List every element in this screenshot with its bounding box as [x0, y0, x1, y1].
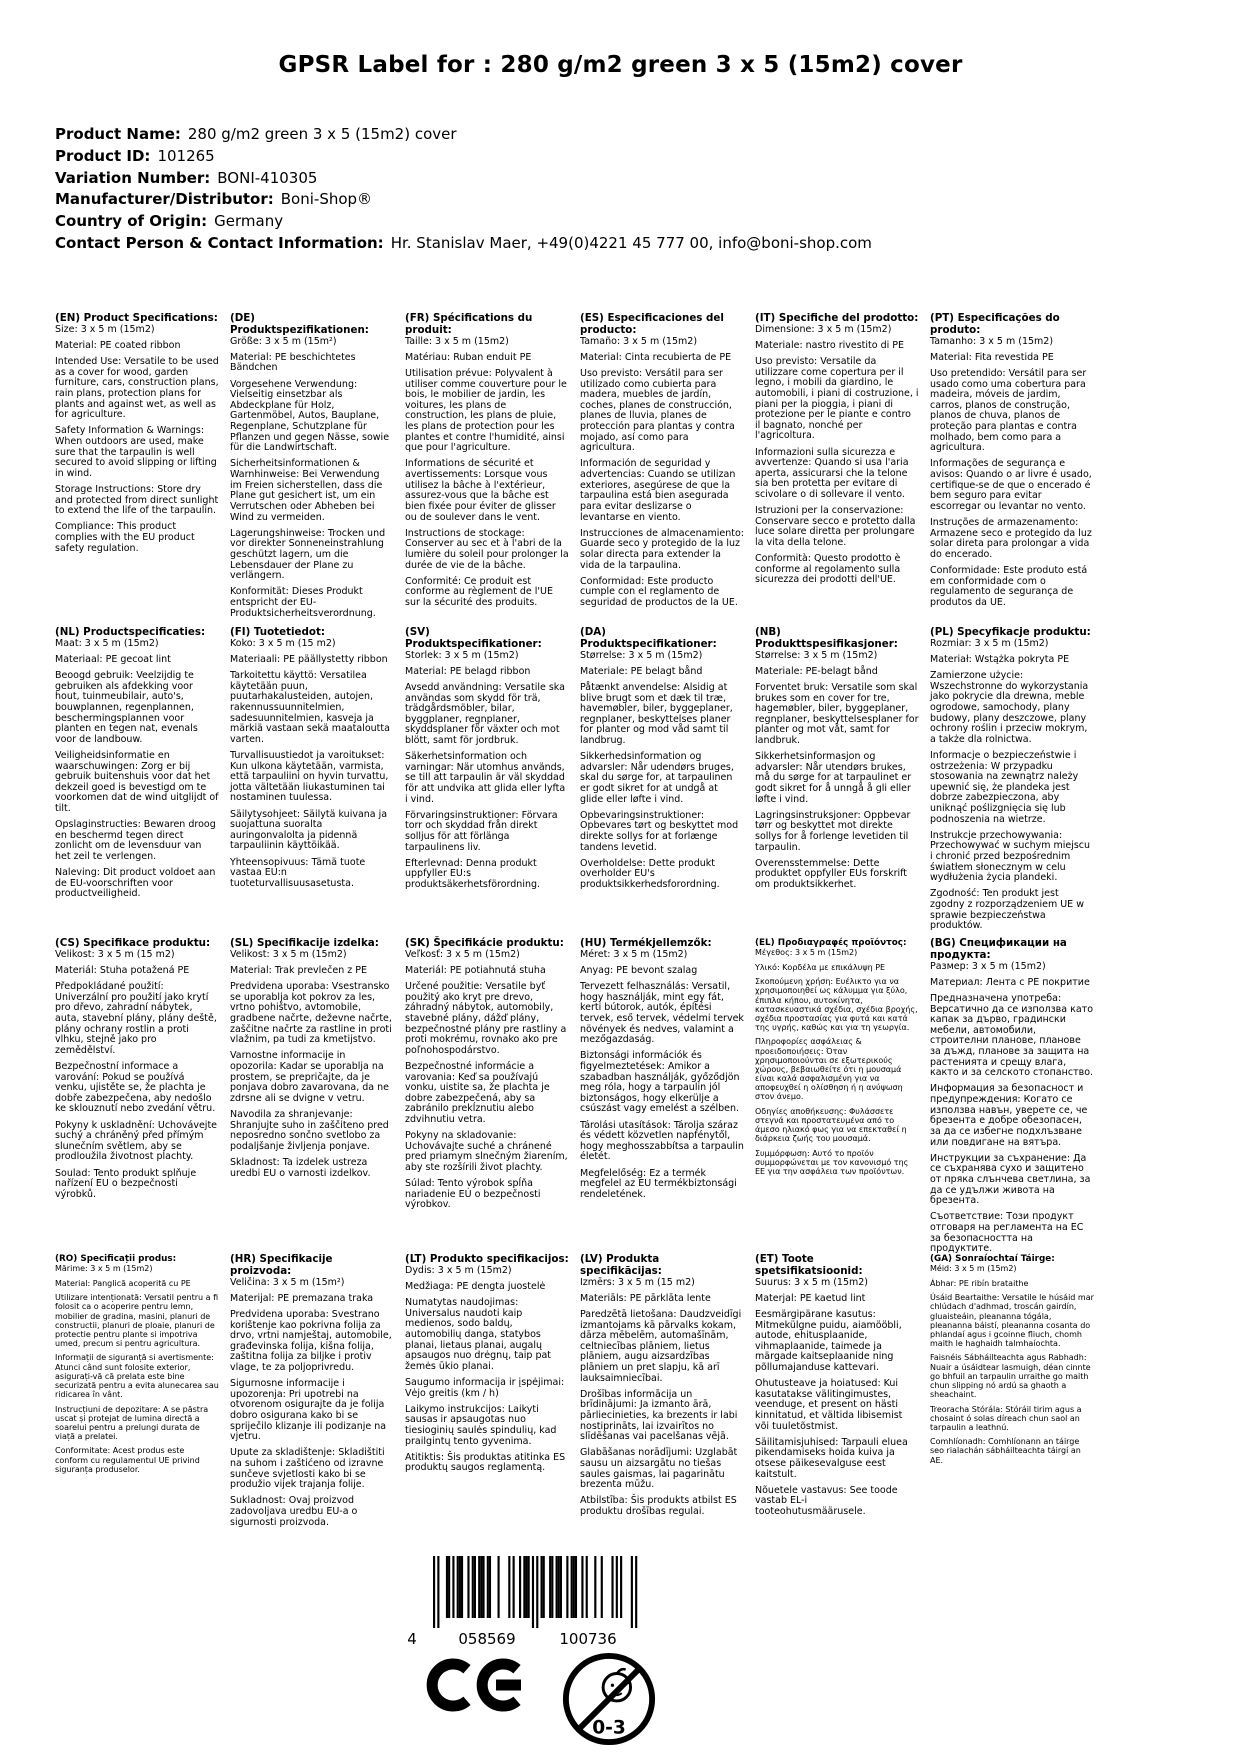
spec-block-fr: [405, 313, 569, 614]
spec-heading: (NB) Produkttspesifikasjoner:: [755, 626, 898, 650]
barcode-digit-group2: 100736: [559, 1630, 617, 1648]
spec-paragraph: Mărime: 3 x 5 m (15m2): [55, 1264, 153, 1274]
spec-paragraph: Predvidena uporaba: Svestrano korištenje kao pokrivna folija za drvo, vrtni namještaj, automobile, građevinska folija, kišna folija, zaštitna folija za biljke i protiv vlage, te za poljoprivredu.: [230, 1308, 392, 1374]
spec-paragraph: Lagringsinstruksjoner: Oppbevar tørr og beskyttet mot direkte sollys for å forlenge levetiden til tarpaulin.: [755, 809, 911, 853]
spec-paragraph: Υλικό: Κορδέλα με επικάλυψη PE: [755, 962, 886, 972]
spec-paragraph: Velikost: 3 x 5 m (15m2): [230, 948, 347, 960]
spec-paragraph: Numatytas naudojimas: Universalus naudoti kaip medienos, sodo baldų, automobilių danga, statybos planai, lietaus planai, augalų apsaugos nuo drėgnų, taip pat žemės ūkio planai.: [405, 1297, 552, 1372]
spec-paragraph: Material: PE coated ribbon: [55, 339, 181, 351]
country-of-origin-value: Germany: [214, 212, 284, 231]
barcode: [433, 1556, 638, 1632]
spec-paragraph: Suurus: 3 x 5 m (15m2): [755, 1276, 869, 1288]
spec-paragraph: Material: Fita revestida PE: [930, 351, 1054, 363]
spec-paragraph: Overensstemmelse: Dette produktet oppfyller EUs forskrift om produktsikkerhet.: [755, 857, 908, 891]
spec-paragraph: Bezpečnostní informace a varování: Pokud se používá venku, ujistěte se, že plachta je dobře zabezpečena, aby nedošlo ke sklouznutí nebo zvedání větru.: [55, 1060, 216, 1115]
spec-paragraph: Materiaali: PE päällystetty ribbon: [230, 653, 388, 665]
spec-paragraph: Utilizare intenționată: Versatil pentru a fi folosit ca o acoperire pentru lemn, mobilier de gradina, masini, planuri de constructii, planuri de ploaie, planuri de protectie pentru plante si impotriva umed, precum si pentru agricultura.: [55, 1293, 219, 1348]
spec-paragraph: Yhteensopivuus: Tämä tuote vastaa EU:n tuoteturvallisuusasetusta.: [230, 856, 366, 889]
spec-block-nl: [55, 627, 219, 906]
spec-paragraph: Biztonsági információk és figyelmeztetések: Amikor a szabadban használják, győződjön meg róla, hogy a tarpaulin jól biztonságos, hogy elkerülje a csúszást vagy emelést a szélben.: [580, 1050, 740, 1115]
variation-number-label: Variation Number:: [55, 168, 211, 187]
spec-heading: (BG) Спецификации на продукта:: [930, 937, 1067, 961]
spec-paragraph: Dimensione: 3 x 5 m (15m2): [755, 323, 892, 335]
spec-paragraph: Drošības informācija un brīdinājumi: Ja izmanto ārā, pārliecinieties, ka brezents ir labi nostiprināts, lai izvairītos no slīdēšanas vai pacelšanas vējā.: [580, 1388, 738, 1443]
spec-paragraph: Utilisation prévue: Polyvalent à utiliser comme couverture pour le bois, le mobilier de jardin, les voitures, les plans de construction, les plans de pluie, les plans de protection pour les plantes et contre l'humidité, ainsi que pour l'agriculture.: [405, 367, 567, 454]
spec-paragraph: Material: Cinta recubierta de PE: [580, 351, 732, 363]
spec-paragraph: Uso pretendido: Versátil para ser usado como uma cobertura para madeira, móveis de jardim, carros, planos de construção, planos de chuva, planos de proteção para plantas e contra molhado, bem como para a agricultura.: [930, 367, 1087, 454]
spec-paragraph: Istruzioni per la conservazione: Conservare secco e protetto dalla luce solare diretta per prolungare la vita della telone.: [755, 505, 916, 549]
spec-paragraph: Ábhar: PE ribín brataithe: [930, 1278, 1029, 1288]
spec-block-en: [55, 313, 219, 560]
spec-heading: (PL) Specyfikacje produktu:: [930, 626, 1091, 638]
spec-block-ga: [930, 1254, 1094, 1470]
spec-block-da: [580, 627, 744, 896]
spec-paragraph: Πληροφορίες ασφάλειας & προειδοποιήσεις: Όταν χρησιμοποιούνται σε εξωτερικούς χώρους, βεβαιωθείτε ότι η μουσαμά είναι καλά ασφαλισμένη για να αποφευχθεί η ολίσθηση ή η ανύψωση στον άνεμο.: [755, 1037, 903, 1102]
spec-paragraph: Eesmärgipärane kasutus: Mitmekülgne puidu, aiamööbli, autode, ehitusplaanide, vihmaplaanide, taimede ja märgade kaitseplaanide ning põllumajanduse kattevari.: [755, 1308, 902, 1374]
spec-paragraph: Materiale: nastro rivestito di PE: [755, 339, 905, 351]
spec-heading: (PT) Especificações do produto:: [930, 312, 1060, 336]
product-id-value: 101265: [157, 146, 215, 165]
spec-paragraph: Materjal: PE kaetud lint: [755, 1292, 866, 1304]
spec-paragraph: Materiál: Stuha potažená PE: [55, 964, 190, 976]
spec-block-et: [755, 1254, 919, 1523]
spec-heading: (ET) Toote spetsifikatsioonid:: [755, 1253, 863, 1277]
spec-paragraph: Информация за безопасност и предупреждения: Когато се използва навън, уверете се, че брезента е добре обезопасен, за да се избегне подхлъзване или повдигане на вятъра.: [930, 1083, 1088, 1148]
spec-paragraph: Rozmiar: 3 x 5 m (15m2): [930, 637, 1049, 649]
spec-paragraph: Säilitamisjuhised: Tarpauli eluea pikendamiseks hoida kuiva ja otsese päikesevalguse eest kaitstult.: [755, 1436, 908, 1480]
spec-block-pl: [930, 627, 1094, 937]
spec-paragraph: Atbilstība: Šis produkts atbilst ES produktu drošības regulai.: [580, 1495, 737, 1518]
spec-paragraph: Informacje o bezpieczeństwie i ostrzeżenia: W przypadku stosowania na zewnątrz należy upewnić się, że plandeka jest dobrze zabezpieczona, aby uniknąć poślizgnięcia się lub podnoszenia na wietrze.: [930, 749, 1079, 825]
spec-paragraph: Instruções de armazenamento: Armazene seco e protegido da luz solar direta para prolongar a vida do encerado.: [930, 517, 1092, 560]
spec-paragraph: Vorgesehene Verwendung: Vielseitig einsetzbar als Abdeckplane für Holz, Gartenmöbel, Autos, Bauplane, Regenplane, Schutzplane für Pflanzen und gegen Nässe, sowie für die Landwirtschaft.: [230, 378, 390, 454]
spec-paragraph: Tamaño: 3 x 5 m (15m2): [580, 335, 698, 347]
spec-paragraph: Предназначена употреба: Версатично да се използва като капак за дърво, градински мебели, автомобили, строителни планове, планове за дъжд, планове за защита на растенията и срещу влага, както и за селското стопанство.: [930, 992, 1094, 1079]
spec-heading: (NL) Productspecificaties:: [55, 626, 206, 638]
spec-paragraph: Informații de siguranță si avertismente: Atunci când sunt folosite exterior, asigurați-vă că prelata este bine securizată pentru a evita alunecarea sau ridicarea în vânt.: [55, 1353, 219, 1399]
spec-paragraph: Izmērs: 3 x 5 m (15 m2): [580, 1276, 695, 1288]
spec-paragraph: Forventet bruk: Versatile som skal brukes som en cover for tre, hagemøbler, biler, byggeplaner, regnplaner, beskyttelsesplaner for planter og mot våt, samt for landbruk.: [755, 681, 919, 747]
spec-paragraph: Säkerhetsinformation och varningar: När utomhus används, se till att tarpaulin är väl skyddad för att undvika att glida eller lyfta i vind.: [405, 751, 566, 805]
spec-paragraph: Materiaal: PE gecoat lint: [55, 653, 171, 665]
spec-paragraph: Conformité: Ce produit est conforme au règlement de l'UE sur la sécurité des produits.: [405, 575, 553, 608]
product-name-value: 280 g/m2 green 3 x 5 (15m2) cover: [187, 125, 457, 143]
contact-value: Hr. Stanislav Maer, +49(0)4221 45 777 00, info@boni-shop.com: [390, 233, 872, 252]
spec-paragraph: Atitiktis: Šis produktas atitinka ES produktų saugos reglamentą.: [405, 1451, 566, 1474]
spec-paragraph: Säilytysohjeet: Säilytä kuivana ja suojattuna suoralta auringonvalolta ja pidennä tarpauliinin käyttöikää.: [230, 808, 388, 852]
spec-paragraph: Soulad: Tento produkt splňuje nařízení EU o bezpečnosti výrobků.: [55, 1167, 197, 1200]
spec-paragraph: Informazioni sulla sicurezza e avvertenze: Quando si usa l'aria aperta, assicurarsi che la telone sia ben protetta per evitare di scivolare o di sollevare il vento.: [755, 446, 909, 501]
spec-paragraph: Úsáid Beartaithe: Versatile le húsáid mar chlúdach d'adhmad, troscán gairdín, gluaisteáin, pleananna tógála, pleananna báistí, pleananna cosanta do phlandaí agus i gcoinne fliuch, chomh maith le haghaidh talmhaíochta.: [930, 1293, 1094, 1348]
spec-block-nb: [755, 627, 919, 896]
spec-paragraph: Maat: 3 x 5 m (15m2): [55, 637, 159, 649]
spec-block-el: [755, 938, 919, 1182]
spec-paragraph: Informações de segurança e avisos: Quando o ar livre é usado, certifique-se de que o encerado é bem seguro para evitar escorregar ou levantar no vento.: [930, 458, 1092, 512]
age-warning-0-3-icon: [560, 1650, 658, 1752]
spec-paragraph: Určené použitie: Versatile byť použitý ako kryt pre drevo, záhradný nábytok, automobily, stavebné plány, dážď plány, bezpečnostné plány pre rastliny a proti mokrému, rovnako ako pre poľnohospodárstvo.: [405, 981, 567, 1056]
spec-paragraph: Förvaringsinstruktioner: Förvara torr och skyddad från direkt solljus för att förlänga tarpaulinens liv.: [405, 809, 558, 853]
spec-paragraph: Opbevaringsinstruktioner: Opbevares tørt og beskyttet mod direkte sollys for at forlænge tandens levetid.: [580, 809, 739, 853]
spec-paragraph: Naleving: Dit product voldoet aan de EU-voorschriften voor productveiligheid.: [55, 867, 216, 900]
spec-paragraph: Overholdelse: Dette produkt overholder EU's produktsikkerhedsforordning.: [580, 857, 720, 891]
spec-paragraph: Glabāšanas norādījumi: Uzglabāt sausu un aizsargātu no tiešas saules gaismas, lai pagarinātu brezenta mūžu.: [580, 1447, 738, 1491]
spec-paragraph: Größe: 3 x 5 m (15m²): [230, 335, 337, 347]
spec-heading: (RO) Specificații produs:: [55, 1254, 177, 1264]
spec-paragraph: Lagerungshinweise: Trocken und vor direkter Sonneneinstrahlung geschützt lagern, um die Lebensdauer der Plane zu verlängern.: [230, 527, 386, 582]
spec-paragraph: Uso previsto: Versátil para ser utilizado como cubierta para madera, muebles de jardín, coches, planes de construcción, planes de lluvia, planes de protección para plantas y contra mojado, así como para agricultura.: [580, 367, 735, 454]
spec-paragraph: Koko: 3 x 5 m (15 m2): [230, 637, 336, 649]
spec-paragraph: Sikkerhedsinformation og advarsler: Når udendørs bruges, skal du sørge for, at tarpaulinen er godt sikret for at undgå at glide eller løfte i vind.: [580, 751, 734, 805]
spec-paragraph: Konformität: Dieses Produkt entspricht der EU-Produktsicherheitsverordnung.: [230, 586, 376, 619]
spec-paragraph: Tarkoitettu käyttö: Versatilea käytetään puun, puutarhakalusteiden, autojen, rakennussuunnitelmien, sadesuunnitelmien, kasveja ja märkiä vastaan sekä maataloutta varten.: [230, 670, 390, 745]
spec-paragraph: Μέγεθος: 3 x 5 m (15m2): [755, 948, 858, 958]
spec-paragraph: Ohutusteave ja hoiatused: Kui kasutatakse välitingimustes, veenduge, et present on hästi kinnitatud, et vältida libisemist või tuuletõstmist.: [755, 1378, 903, 1432]
spec-paragraph: Material: PE belagd ribbon: [405, 665, 531, 677]
spec-paragraph: Zamierzone użycie: Wszechstronne do wykorzystania jako pokrycie dla drewna, meble ogrodowe, samochody, plany budowy, plany deszczowe, plany ochrony roślin i przeciw mokrym, a także dla rolnictwa.: [930, 670, 1089, 745]
spec-paragraph: Sukladnost: Ovaj proizvod zadovoljava uredbu EU-a o sigurnosti proizvoda.: [230, 1495, 358, 1528]
spec-block-de: [230, 313, 394, 625]
product-name-label: Product Name:: [55, 125, 181, 143]
spec-paragraph: Съответствие: Този продукт отговаря на регламента на ЕС за безопасността на продуктите.: [930, 1211, 1084, 1255]
spec-paragraph: Súlad: Tento výrobok spĺňa nariadenie EÚ o bezpečnosti výrobkov.: [405, 1178, 541, 1211]
spec-heading: (SV) Produktspecifikationer:: [405, 626, 542, 650]
spec-paragraph: Conformità: Questo prodotto è conforme al regolamento sulla sicurezza dei prodotti dell'UE.: [755, 553, 901, 586]
spec-paragraph: Påtænkt anvendelse: Alsidig at blive brugt som et dæk til træ, havemøbler, biler, byggeplaner, regnplaner, beskyttelses planer for planter og mod våd samt til landbrug.: [580, 681, 733, 747]
spec-heading: (HR) Specifikacije proizvoda:: [230, 1253, 333, 1277]
spec-paragraph: Méid: 3 x 5 m (15m2): [930, 1264, 1017, 1274]
spec-paragraph: Tamanho: 3 x 5 m (15m2): [930, 335, 1054, 347]
spec-paragraph: Material: Panglică acoperită cu PE: [55, 1278, 191, 1288]
spec-heading: (HU) Termékjellemzők:: [580, 937, 712, 949]
spec-paragraph: Bezpečnostné informácie a varovania: Keď sa používajú vonku, uistite sa, že plachta je dobre zabezpečená, aby sa zabránilo prekĺznutiu alebo zdvihnutiu vetra.: [405, 1060, 550, 1126]
spec-paragraph: Predvidena uporaba: Vsestransko se uporablja kot pokrov za les, vrtno pohištvo, avtomobile, gradbene načrte, deževne načrte, zaščitne načrte za rastline in proti vlažnim, pa tudi za kmetijstvo.: [230, 981, 392, 1046]
spec-heading: (GA) Sonraíochtaí Táirge:: [930, 1254, 1055, 1264]
spec-heading: (EL) Προδιαγραφές προϊόντος:: [755, 938, 907, 948]
spec-paragraph: Compliance: This product complies with the EU product safety regulation.: [55, 521, 195, 554]
spec-paragraph: Συμμόρφωση: Αυτό το προϊόν συμμορφώνεται με τον κανονισμό της ΕΕ για την ασφάλεια των προϊόντων.: [755, 1148, 909, 1176]
spec-block-cs: [55, 938, 219, 1206]
spec-paragraph: Инструкции за съхранение: Да се съхранява сухо и защитено от пряка слънчева светлина, за да се удължи живота на брезента.: [930, 1152, 1091, 1207]
spec-heading: (IT) Specifiche del prodotto:: [755, 312, 919, 324]
spec-paragraph: Comhlíonadh: Comhlíonann an táirge seo rialachán sábháilteachta táirgí an AE.: [930, 1437, 1081, 1465]
spec-paragraph: Sigurnosne informacije i upozorenja: Pri upotrebi na otvorenom osigurajte da je folija dobro osigurana kako bi se spriječilo klizanje ili podizanje na vjetru.: [230, 1378, 387, 1443]
spec-block-sv: [405, 627, 569, 896]
spec-paragraph: Материал: Лента с PE покритие: [930, 976, 1090, 988]
contact-label: Contact Person & Contact Information:: [55, 233, 384, 252]
spec-paragraph: Dydis: 3 x 5 m (15m2): [405, 1264, 512, 1276]
spec-paragraph: Sicherheitsinformationen & Warnhinweise: Bei Verwendung im Freien sicherstellen, dass die Plane gut gesichert ist, um ein Verrutschen oder Abheben bei Wind zu vermeiden.: [230, 458, 383, 523]
spec-paragraph: Předpokládané použití: Univerzální pro použití jako krytí pro dřevo, zahradní nábytek, auta, stavební plány, plány deště, plány ochrany rostlin a proti vlhku, stejně jako pro zemědělství.: [55, 981, 217, 1056]
variation-number-value: BONI-410305: [217, 168, 318, 187]
spec-block-bg: [930, 938, 1094, 1260]
spec-paragraph: Navodila za shranjevanje: Shranjujte suho in zaščiteno pred neposredno sončno svetlobo za podaljšanje življenja ponjave.: [230, 1108, 389, 1152]
spec-block-it: [755, 313, 919, 592]
spec-paragraph: Instructions de stockage: Conserver au sec et à l'abri de la lumière du soleil pour prolonger la durée de vie de la bâche.: [405, 527, 569, 571]
spec-paragraph: Avsedd användning: Versatile ska användas som skydd för trä, trädgårdsmöbler, bilar, byggplaner, regnplaner, skyddsplaner för växter och mot blött, samt för jordbruk.: [405, 681, 565, 747]
spec-paragraph: Размер: 3 x 5 m (15m2): [930, 960, 1046, 972]
manufacturer-label: Manufacturer/Distributor:: [55, 190, 274, 209]
spec-paragraph: Megfelelőség: Ez a termék megfelel az EU termékbiztonsági rendeletének.: [580, 1167, 737, 1200]
spec-block-hu: [580, 938, 744, 1206]
spec-paragraph: Tárolási utasítások: Tárolja száraz és védett közvetlen napfénytől, hogy meghosszabbítsa a tarpaulin életét.: [580, 1119, 744, 1163]
spec-paragraph: Medžiaga: PE dengta juostelė: [405, 1280, 546, 1292]
spec-heading: (SL) Specifikacije izdelka:: [230, 937, 379, 949]
spec-paragraph: Conformidad: Este producto cumple con el reglamento de seguridad de productos de la UE.: [580, 575, 738, 608]
barcode-bars-icon: [433, 1556, 638, 1628]
spec-paragraph: Paredzētā lietošana: Daudzveidīgi izmantojams kā pārvalks kokam, dārza mēbelēm, automašīnām, celtniecības plāniem, lietus plāniem, augu aizsardzības plāniem un pret slapju, kā arī lauksaimniecībai.: [580, 1308, 742, 1384]
spec-paragraph: Veiligheidsinformatie en waarschuwingen: Zorg er bij gebruik buitenshuis voor dat het dekzeil goed is bevestigd om te voorkomen dat de wind uitglijdt of tilt.: [55, 749, 219, 815]
spec-block-es: [580, 313, 744, 614]
spec-paragraph: Matériau: Ruban enduit PE: [405, 351, 532, 363]
spec-paragraph: Skladnost: Ta izdelek ustreza uredbi EU o varnosti izdelkov.: [230, 1156, 371, 1179]
spec-paragraph: Safety Information & Warnings: When outdoors are used, make sure that the tarpaulin is well secured to avoid slipping or lifting in wind.: [55, 425, 217, 479]
spec-heading: (DA) Produktspecifikationer:: [580, 626, 717, 650]
ce-mark-icon: [426, 1656, 538, 1720]
barcode-digit-lead: 4: [407, 1630, 417, 1648]
spec-paragraph: Uso previsto: Versatile da utilizzare come copertura per il legno, i mobili da giardino, le automobili, i piani di costruzione, i piani per la pioggia, i piani di protezione per le piante e contro il bagnato, nonché per l'agricoltura.: [755, 356, 919, 442]
spec-paragraph: Taille: 3 x 5 m (15m2): [405, 335, 509, 347]
spec-paragraph: Materiál: PE potiahnutá stuha: [405, 964, 546, 976]
barcode-digit-group1: 058569: [458, 1630, 516, 1648]
spec-block-hr: [230, 1254, 394, 1534]
page-title: GPSR Label for : 280 g/m2 green 3 x 5 (15m2) cover: [278, 52, 963, 78]
spec-paragraph: Materiał: Wstążka pokryta PE: [930, 653, 1070, 665]
spec-paragraph: Veľkosť: 3 x 5 m (15m2): [405, 948, 520, 960]
spec-paragraph: Οδηγίες αποθήκευσης: Φυλάσσετε στεγνά και προστατευμένα από το άμεσο ηλιακό φως για να επεκταθεί η διάρκεια ζωής του μουσαμά.: [755, 1106, 907, 1144]
spec-paragraph: Material: PE beschichtetes Bändchen: [230, 351, 356, 374]
spec-paragraph: Conformidade: Este produto está em conformidade com o regulamento de segurança de produtos da UE.: [930, 565, 1088, 608]
spec-paragraph: Beoogd gebruik: Veelzijdig te gebruiken als afdekking voor hout, tuinmeubilair, auto's, bouwplannen, regenplannen, beschermingsplannen voor planten en tegen nat, evenals voor de landbouw.: [55, 670, 198, 745]
spec-paragraph: Treoracha Stórála: Stóráil tirim agus a chosaint ó solas díreach chun saol an tarpaulin a leathnú.: [930, 1404, 1082, 1432]
spec-paragraph: Turvallisuustiedot ja varoitukset: Kun ulkona käytetään, varmista, että tarpauliini on hyvin turvattu, jotta vältetään liukastuminen tai nostaminen tuulessa.: [230, 749, 389, 804]
spec-heading: (ES) Especificaciones del producto:: [580, 312, 724, 336]
spec-paragraph: Informations de sécurité et avertissements: Lorsque vous utilisez la bâche à l'extérieur, assurez-vous que la bâche est bien fixée pour éviter de glisser ou de soulever dans le vent.: [405, 458, 556, 523]
spec-heading: (FR) Spécifications du produit:: [405, 312, 533, 336]
spec-block-ro: [55, 1254, 219, 1479]
spec-paragraph: Sikkerhetsinformasjon og advarsler: Når utendørs brukes, må du sørge for at tarpaulinet er godt sikret for å unngå å gli eller løfte i vind.: [755, 751, 912, 805]
spec-paragraph: Efterlevnad: Denna produkt uppfyller EU:s produktsäkerhetsförordning.: [405, 857, 541, 891]
spec-paragraph: Storlek: 3 x 5 m (15m2): [405, 649, 519, 661]
spec-block-lv: [580, 1254, 744, 1523]
spec-heading: (DE) Produktspezifikationen:: [230, 312, 369, 336]
spec-paragraph: Σκοπούμενη χρήση: Ευέλικτο για να χρησιμοποιηθεί ως κάλυμμα για ξύλο, έπιπλα κήπου, αυτοκίνητα, κατασκευαστικά σχέδια, σχέδια βροχής, σχέδια προστασίας για φυτά και κατά της υγρής, καθώς και για τη γεωργία.: [755, 977, 918, 1032]
spec-paragraph: Laikymo instrukcijos: Laikyti sausas ir apsaugotas nuo tiesioginių saulės spindulių, kad prailgintų tento gyvenima.: [405, 1403, 557, 1447]
spec-paragraph: Størrelse: 3 x 5 m (15m2): [580, 649, 703, 661]
age-warning-label: 0-3: [592, 1717, 626, 1739]
spec-paragraph: Varnostne informacije in opozorila: Kadar se uporablja na prostem, se prepričajte, da je ponjava dobro zavarovana, da ne zdrsne ali se dvigne v vetru.: [230, 1050, 390, 1104]
spec-heading: (LT) Produkto specifikacijos:: [405, 1253, 569, 1265]
spec-paragraph: Conformitate: Acest produs este conform cu regulamentul UE privind siguranța produselor.: [55, 1446, 200, 1474]
spec-paragraph: Størrelse: 3 x 5 m (15m2): [755, 649, 878, 661]
spec-heading: (EN) Product Specifications:: [55, 312, 218, 324]
spec-paragraph: Size: 3 x 5 m (15m2): [55, 323, 155, 335]
spec-heading: (SK) Špecifikácie produktu:: [405, 937, 564, 949]
spec-paragraph: Información de seguridad y advertencias: Cuando se utilizan exteriores, asegúrese de que la tarpaulina está bien asegurada para evitar deslizarse o levantarse en viento.: [580, 458, 736, 523]
manufacturer-value: Boni-Shop®: [280, 190, 373, 209]
spec-paragraph: Intended Use: Versatile to be used as a cover for wood, garden furniture, cars, construction plans, rain plans, protection plans for plants and against wet, as well as for agriculture.: [55, 356, 219, 421]
spec-paragraph: Pokyny k uskladnění: Uchovávejte suchý a chráněný před přímým slunečním světlem, aby se prodloužila životnost plachty.: [55, 1119, 218, 1163]
spec-paragraph: Instrukcje przechowywania: Przechowywać w suchym miejscu i chronić przed bezpośrednim światłem słonecznym w celu wydłużenia życia plandeki.: [930, 829, 1091, 884]
spec-block-fi: [230, 627, 394, 895]
spec-heading: (FI) Tuotetiedot:: [230, 626, 325, 638]
spec-block-pt: [930, 313, 1094, 614]
spec-paragraph: Opslaginstructies: Bewaren droog en beschermd tegen direct zonlicht om de levensduur van het zeil te verlengen.: [55, 819, 216, 863]
spec-paragraph: Materiale: PE-belagt bånd: [755, 665, 878, 677]
spec-paragraph: Saugumo informacija ir įspėjimai: Vėjo greitis (km / h): [405, 1376, 565, 1399]
spec-paragraph: Instrucciones de almacenamiento: Guarde seco y protegido de la luz solar directa para extender la vida de la tarpaulina.: [580, 527, 744, 571]
spec-block-lt: [405, 1254, 569, 1479]
spec-block-sk: [405, 938, 569, 1217]
spec-heading: (LV) Produkta specifikācijas:: [580, 1253, 662, 1277]
spec-paragraph: Nõuetele vastavus: See toode vastab EL-i tooteohutusmäärusele.: [755, 1484, 898, 1518]
spec-paragraph: Material: Trak prevlečen z PE: [230, 964, 367, 976]
spec-paragraph: Upute za skladištenje: Skladištiti na suhom i zaštićeno od izravne sunčeve svjetlosti kako bi se produžio vijek trajanja folije.: [230, 1447, 385, 1491]
spec-block-sl: [230, 938, 394, 1185]
spec-paragraph: Materiāls: PE pārklāta lente: [580, 1292, 711, 1304]
spec-paragraph: Faisnéis Sábháilteachta agus Rabhadh: Nuair a úsáidtear lasmuigh, déan cinnte go bhfuil an tarpaulin urraithe go maith chun slipping nó ardú sa ghaoth a sheachaint.: [930, 1353, 1091, 1399]
spec-paragraph: Velikost: 3 x 5 m (15 m2): [55, 948, 175, 960]
spec-paragraph: Tervezett felhasználás: Versatil, hogy használják, mint egy fát, kerti bútorok, autók, építési tervek, eső tervek, védelmi tervek növények és nedves, valamint a mezőgazdaság.: [580, 981, 744, 1046]
country-of-origin-label: Country of Origin:: [55, 212, 208, 231]
spec-paragraph: Storage Instructions: Store dry and protected from direct sunlight to extend the life of the tarpaulin.: [55, 483, 219, 517]
product-id-label: Product ID:: [55, 146, 151, 165]
spec-paragraph: Veličina: 3 x 5 m (15m²): [230, 1276, 345, 1288]
spec-paragraph: Méret: 3 x 5 m (15m2): [580, 948, 688, 960]
spec-paragraph: Materiale: PE belagt bånd: [580, 665, 703, 677]
spec-heading: (CS) Specifikace produktu:: [55, 937, 211, 949]
spec-paragraph: Pokyny na skladovanie: Uchovávajte suché a chránené pred priamym slnečným žiarením, aby ste rozšírili život plachty.: [405, 1130, 568, 1174]
spec-paragraph: Zgodność: Ten produkt jest zgodny z rozporządzeniem UE w sprawie bezpieczeństwa produktów.: [930, 888, 1084, 932]
spec-paragraph: Instrucțiuni de depozitare: A se păstra uscat și protejat de lumina directă a soarelui pentru a prelungi durata de viață a prelatei.: [55, 1404, 209, 1441]
spec-paragraph: Anyag: PE bevont szalag: [580, 964, 698, 976]
spec-paragraph: Materijal: PE premazana traka: [230, 1292, 374, 1304]
